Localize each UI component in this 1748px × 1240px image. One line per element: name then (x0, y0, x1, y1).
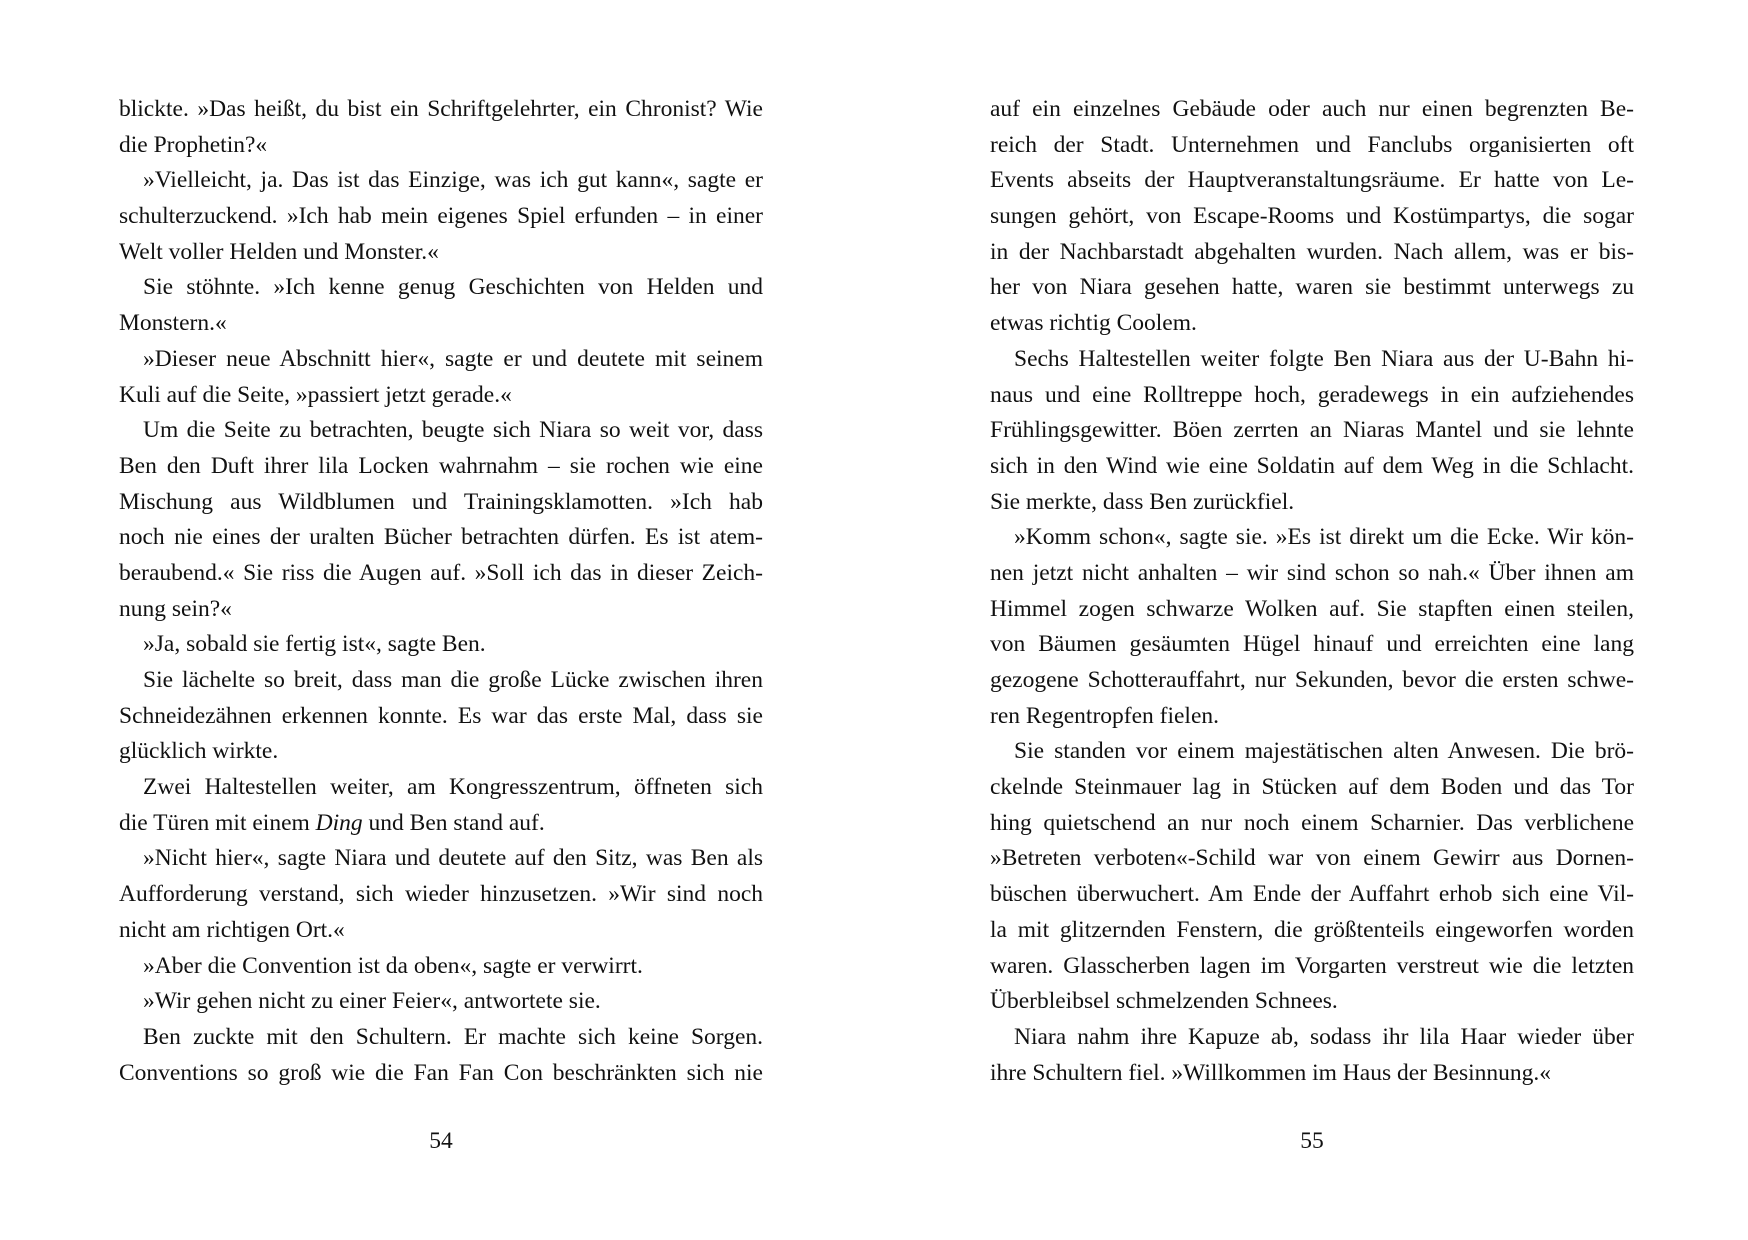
text-line: hing quietschend an nur noch einem Scharnier. Das verblichene (990, 809, 1634, 836)
text-line: naus und eine Rolltreppe hoch, geradewegs in ein aufziehendes (990, 381, 1634, 408)
text-line: Sie lächelte so breit, dass man die große Lücke zwischen ihren (143, 667, 763, 693)
text-line: nen jetzt nicht anhalten – wir sind schon so nah.« Über ihnen am (990, 559, 1634, 586)
italic-word: Ding (315, 809, 363, 836)
text-line: auf ein einzelnes Gebäude oder auch nur einen begrenzten Be- (990, 96, 1634, 122)
text-line: Mischung aus Wildblumen und Trainingsklamotten. »Ich hab (119, 488, 763, 515)
text-line: »Ja, sobald sie fertig ist«, sagte Ben. (143, 631, 486, 658)
text-line: Niara nahm ihre Kapuze ab, sodass ihr lila Haar wieder über (1014, 1023, 1634, 1050)
text-line: ihre Schultern fiel. »Willkommen im Haus der Besinnung.« (990, 1059, 1551, 1086)
text-line: Schneidezähnen erkennen konnte. Es war das erste Mal, dass sie (119, 702, 763, 729)
text-line: Events abseits der Hauptveranstaltungsräume. Er hatte von Le- (990, 167, 1634, 194)
text-line: Sie stöhnte. »Ich kenne genug Geschichten von Helden und (143, 274, 763, 301)
text-line: nicht am richtigen Ort.« (119, 916, 345, 943)
text-line: Sechs Haltestellen weiter folgte Ben Niara aus der U-Bahn hi- (1014, 345, 1634, 372)
text-line: »Dieser neue Abschnitt hier«, sagte er und deutete mit seinem (143, 345, 763, 372)
text-line: la mit glitzernden Fenstern, die größtenteils eingeworfen worden (990, 916, 1634, 943)
text-line: Um die Seite zu betrachten, beugte sich Niara so weit vor, dass (143, 417, 763, 444)
text-line: her von Niara gesehen hatte, waren sie bestimmt unterwegs zu (990, 274, 1634, 301)
text-line: »Wir gehen nicht zu einer Feier«, antwortete sie. (143, 988, 601, 1015)
right-page-number: 55 (1300, 1128, 1324, 1154)
text-line: sungen gehört, von Escape-Rooms und Kostümpartys, die sogar (990, 203, 1634, 230)
text-line: die Prophetin?« (119, 131, 268, 158)
text-line: »Betreten verboten«-Schild war von einem Gewirr aus Dornen- (990, 845, 1634, 872)
text-line: schulterzuckend. »Ich hab mein eigenes Spiel erfunden – in einer (119, 203, 763, 230)
text-line: ren Regentropfen fielen. (990, 702, 1220, 729)
text-line: von Bäumen gesäumten Hügel hinauf und erreichten eine lang (990, 631, 1634, 658)
text-line: »Nicht hier«, sagte Niara und deutete auf den Sitz, was Ben als (143, 845, 763, 872)
text-line: blickte. »Das heißt, du bist ein Schriftgelehrter, ein Chronist? Wie (119, 96, 763, 122)
left-page-text (119, 92, 763, 1091)
left-page-number: 54 (429, 1128, 453, 1154)
text-line: nung sein?« (119, 595, 232, 622)
text-line: Welt voller Helden und Monster.« (119, 238, 439, 265)
text-line: Überbleibsel schmelzenden Schnees. (990, 988, 1338, 1015)
text-line: in der Nachbarstadt abgehalten wurden. Nach allem, was er bis- (990, 238, 1634, 265)
text-line: »Vielleicht, ja. Das ist das Einzige, was ich gut kann«, sagte er (143, 167, 763, 194)
text-line: Conventions so groß wie die Fan Fan Con beschränkten sich nie (119, 1059, 763, 1086)
text-line: Himmel zogen schwarze Wolken auf. Sie stapften einen steilen, (990, 595, 1634, 622)
text-segment: die Türen mit einem (119, 809, 316, 836)
text-line: Sie standen vor einem majestätischen alten Anwesen. Die brö- (1014, 738, 1634, 765)
text-line: reich der Stadt. Unternehmen und Fanclubs organisierten oft (990, 131, 1634, 158)
text-line: »Aber die Convention ist da oben«, sagte er verwirrt. (143, 952, 643, 979)
right-page (874, 0, 1748, 1240)
text-line: Zwei Haltestellen weiter, am Kongresszentrum, öffneten sich (143, 774, 763, 801)
text-line: Ben zuckte mit den Schultern. Er machte sich keine Sorgen. (143, 1023, 763, 1050)
text-line: Kuli auf die Seite, »passiert jetzt gerade.« (119, 381, 512, 408)
text-line: »Komm schon«, sagte sie. »Es ist direkt um die Ecke. Wir kön- (1014, 524, 1634, 551)
text-line: Aufforderung verstand, sich wieder hinzusetzen. »Wir sind noch (119, 881, 763, 908)
text-line: etwas richtig Coolem. (990, 310, 1197, 337)
text-line: Monstern.« (119, 310, 227, 337)
text-line (119, 806, 763, 842)
text-line: Ben den Duft ihrer lila Locken wahrnahm – sie rochen wie eine (119, 452, 763, 479)
text-line: Sie merkte, dass Ben zurückfiel. (990, 488, 1295, 515)
text-line: gezogene Schotterauffahrt, nur Sekunden, bevor die ersten schwe- (990, 667, 1634, 693)
text-line: noch nie eines der uralten Bücher betrachten dürfen. Es ist atem- (119, 524, 763, 551)
text-line: büschen überwuchert. Am Ende der Auffahrt erhob sich eine Vil- (990, 881, 1634, 908)
text-line: Frühlingsgewitter. Böen zerrten an Niaras Mantel und sie lehnte (990, 417, 1634, 444)
text-segment: und Ben stand auf. (362, 809, 545, 836)
text-line: sich in den Wind wie eine Soldatin auf dem Weg in die Schlacht. (990, 452, 1634, 479)
text-line: ckelnde Steinmauer lag in Stücken auf dem Boden und das Tor (990, 774, 1634, 801)
text-line: beraubend.« Sie riss die Augen auf. »Soll ich das in dieser Zeich- (119, 559, 763, 586)
text-line: waren. Glasscherben lagen im Vorgarten verstreut wie die letzten (990, 952, 1634, 979)
right-page-text (990, 92, 1634, 1091)
text-line: glücklich wirkte. (119, 738, 279, 765)
